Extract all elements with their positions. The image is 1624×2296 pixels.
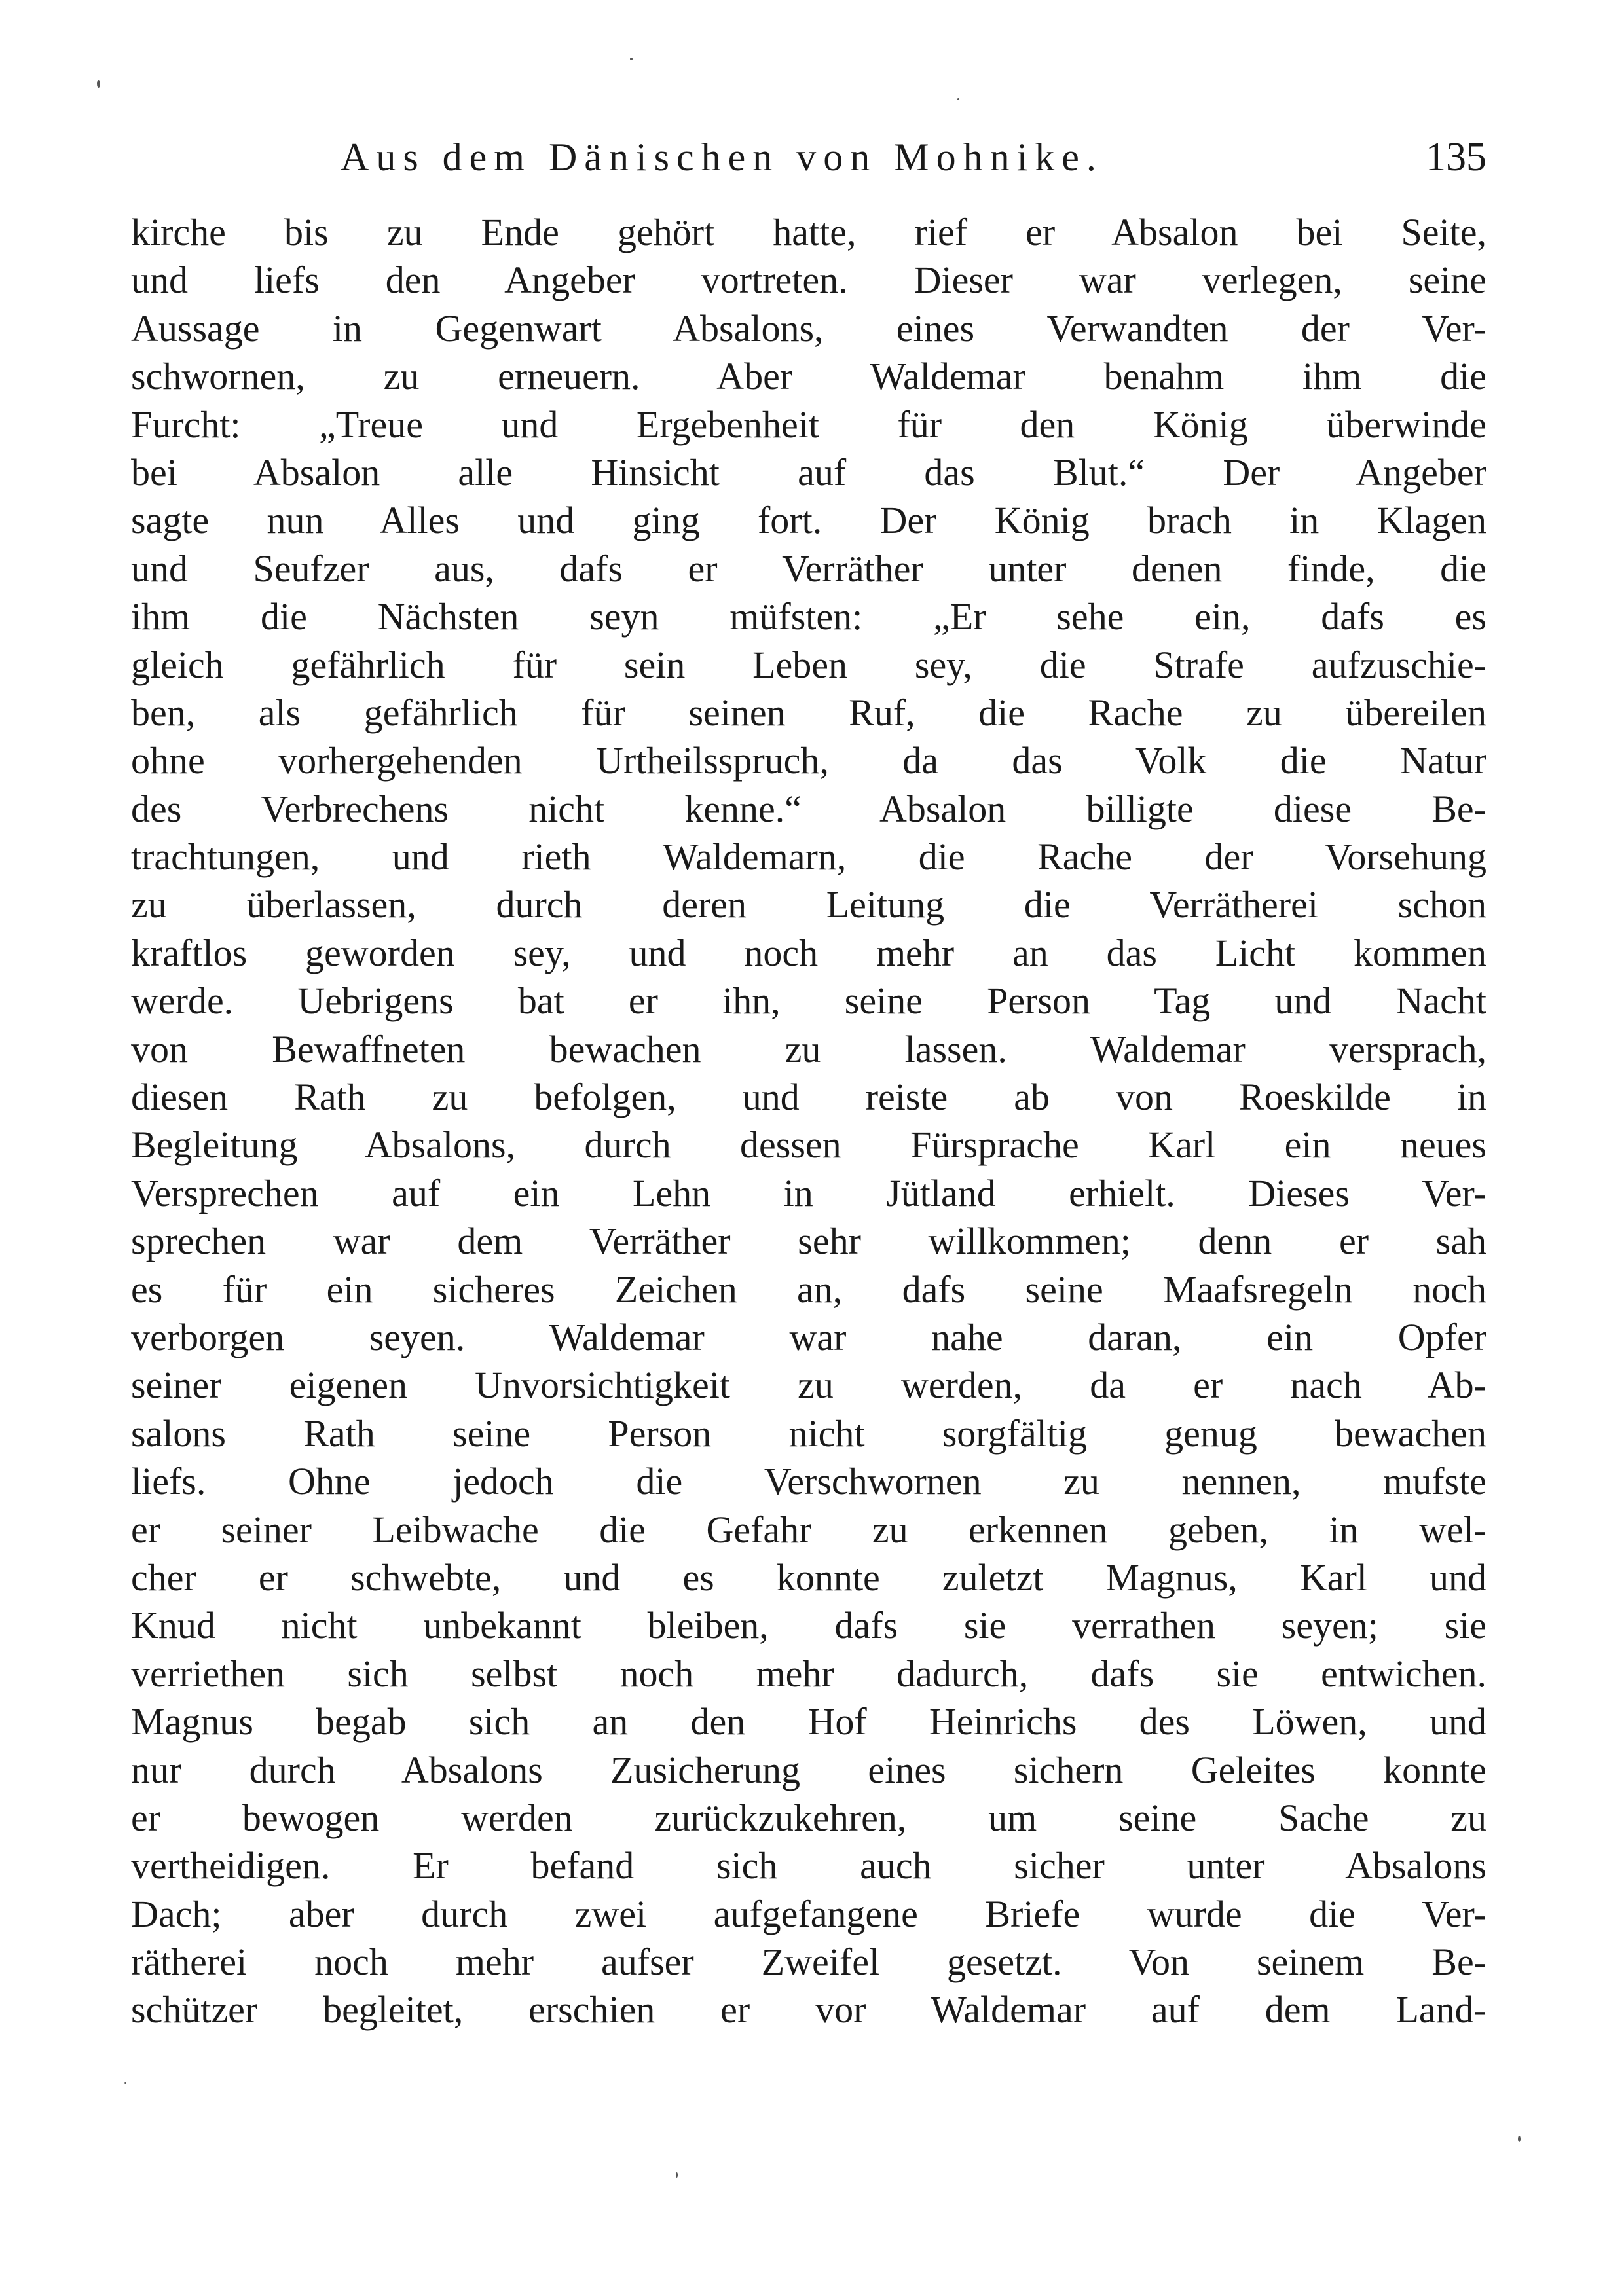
text-line: zu überlassen, durch deren Leitung die Verrätherei schon xyxy=(131,883,1486,926)
text-line: bei Absalon alle Hinsicht auf das Blut.“ Der Angeber xyxy=(131,450,1486,494)
text-line: verriethen sich selbst noch mehr dadurch, dafs sie entwichen. xyxy=(131,1652,1486,1695)
text-line: von Bewaffneten bewachen zu lassen. Waldemar versprach, xyxy=(131,1027,1486,1070)
paper-speck xyxy=(676,2172,678,2178)
text-line: Furcht: „Treue und Ergebenheit für den König überwinde xyxy=(131,403,1486,446)
text-line: kraftlos geworden sey, und noch mehr an das Licht kommen xyxy=(131,931,1486,974)
paper-speck xyxy=(1518,2136,1521,2142)
text-line: diesen Rath zu befolgen, und reiste ab von Roeskilde in xyxy=(131,1076,1486,1119)
text-line: seiner eigenen Unvorsichtigkeit zu werden, da er nach Ab- xyxy=(131,1364,1486,1407)
text-line: schützer begleitet, erschien er vor Waldemar auf dem Land- xyxy=(131,1988,1486,2032)
paper-speck xyxy=(97,80,100,88)
text-line: und Seufzer aus, dafs er Verräther unter denen finde, die xyxy=(131,547,1486,590)
text-line: werde. Uebrigens bat er ihn, seine Person Tag und Nacht xyxy=(131,979,1486,1023)
text-line: er seiner Leibwache die Gefahr zu erkennen geben, in wel- xyxy=(131,1508,1486,1551)
text-line: Dach; aber durch zwei aufgefangene Briefe wurde die Ver- xyxy=(131,1892,1486,1935)
text-line: ohne vorhergehenden Urtheilsspruch, da das Volk die Natur xyxy=(131,739,1486,782)
text-line: des Verbrechens nicht kenne.“ Absalon billigte diese Be- xyxy=(131,787,1486,830)
text-line: gleich gefährlich für sein Leben sey, die Strafe aufzuschie- xyxy=(131,643,1486,686)
text-line: nur durch Absalons Zusicherung eines sichern Geleites konnte xyxy=(131,1748,1486,1791)
text-line: vertheidigen. Er befand sich auch sicher unter Absalons xyxy=(131,1844,1486,1887)
text-line: Aussage in Gegenwart Absalons, eines Verwandten der Ver- xyxy=(131,306,1486,350)
text-line: er bewogen werden zurückzukehren, um seine Sache zu xyxy=(131,1796,1486,1839)
text-line: Versprechen auf ein Lehn in Jütland erhielt. Dieses Ver- xyxy=(131,1171,1486,1214)
text-line: es für ein sicheres Zeichen an, dafs seine Maafsregeln noch xyxy=(131,1267,1486,1311)
text-line: sagte nun Alles und ging fort. Der König brach in Klagen xyxy=(131,499,1486,542)
text-line: rätherei noch mehr aufser Zweifel gesetzt. Von seinem Be- xyxy=(131,1941,1486,1984)
text-line: ihm die Nächsten seyn müfsten: „Er sehe ein, dafs es xyxy=(131,595,1486,638)
running-head-title: Aus dem Dänischen von Mohnike. xyxy=(341,136,1103,179)
text-line: sprechen war dem Verräther sehr willkommen; denn er sah xyxy=(131,1220,1486,1263)
text-line: Begleitung Absalons, durch dessen Fürsprache Karl ein neues xyxy=(131,1123,1486,1167)
running-head xyxy=(131,128,1486,187)
text-line: Knud nicht unbekannt bleiben, dafs sie verrathen seyen; sie xyxy=(131,1604,1486,1647)
paper-speck xyxy=(630,58,633,60)
body-text xyxy=(131,208,1486,2034)
text-line: liefs. Ohne jedoch die Verschwornen zu nennen, mufste xyxy=(131,1460,1486,1503)
text-line: ben, als gefährlich für seinen Ruf, die Rache zu übereilen xyxy=(131,691,1486,734)
text-line: kirche bis zu Ende gehört hatte, rief er Absalon bei Seite, xyxy=(131,211,1486,253)
text-line: schwornen, zu erneuern. Aber Waldemar benahm ihm die xyxy=(131,355,1486,398)
text-line: und liefs den Angeber vortreten. Dieser war verlegen, seine xyxy=(131,259,1486,302)
page-number: 135 xyxy=(1426,135,1486,179)
paper-speck xyxy=(957,98,959,100)
text-line: salons Rath seine Person nicht sorgfältig genug bewachen xyxy=(131,1412,1486,1455)
text-line: cher er schwebte, und es konnte zuletzt Magnus, Karl und xyxy=(131,1556,1486,1599)
text-line: Magnus begab sich an den Hof Heinrichs des Löwen, und xyxy=(131,1700,1486,1743)
paper-speck xyxy=(124,2082,126,2084)
text-line: verborgen seyen. Waldemar war nahe daran, ein Opfer xyxy=(131,1315,1486,1358)
text-line: trachtungen, und rieth Waldemarn, die Rache der Vorsehung xyxy=(131,835,1486,879)
